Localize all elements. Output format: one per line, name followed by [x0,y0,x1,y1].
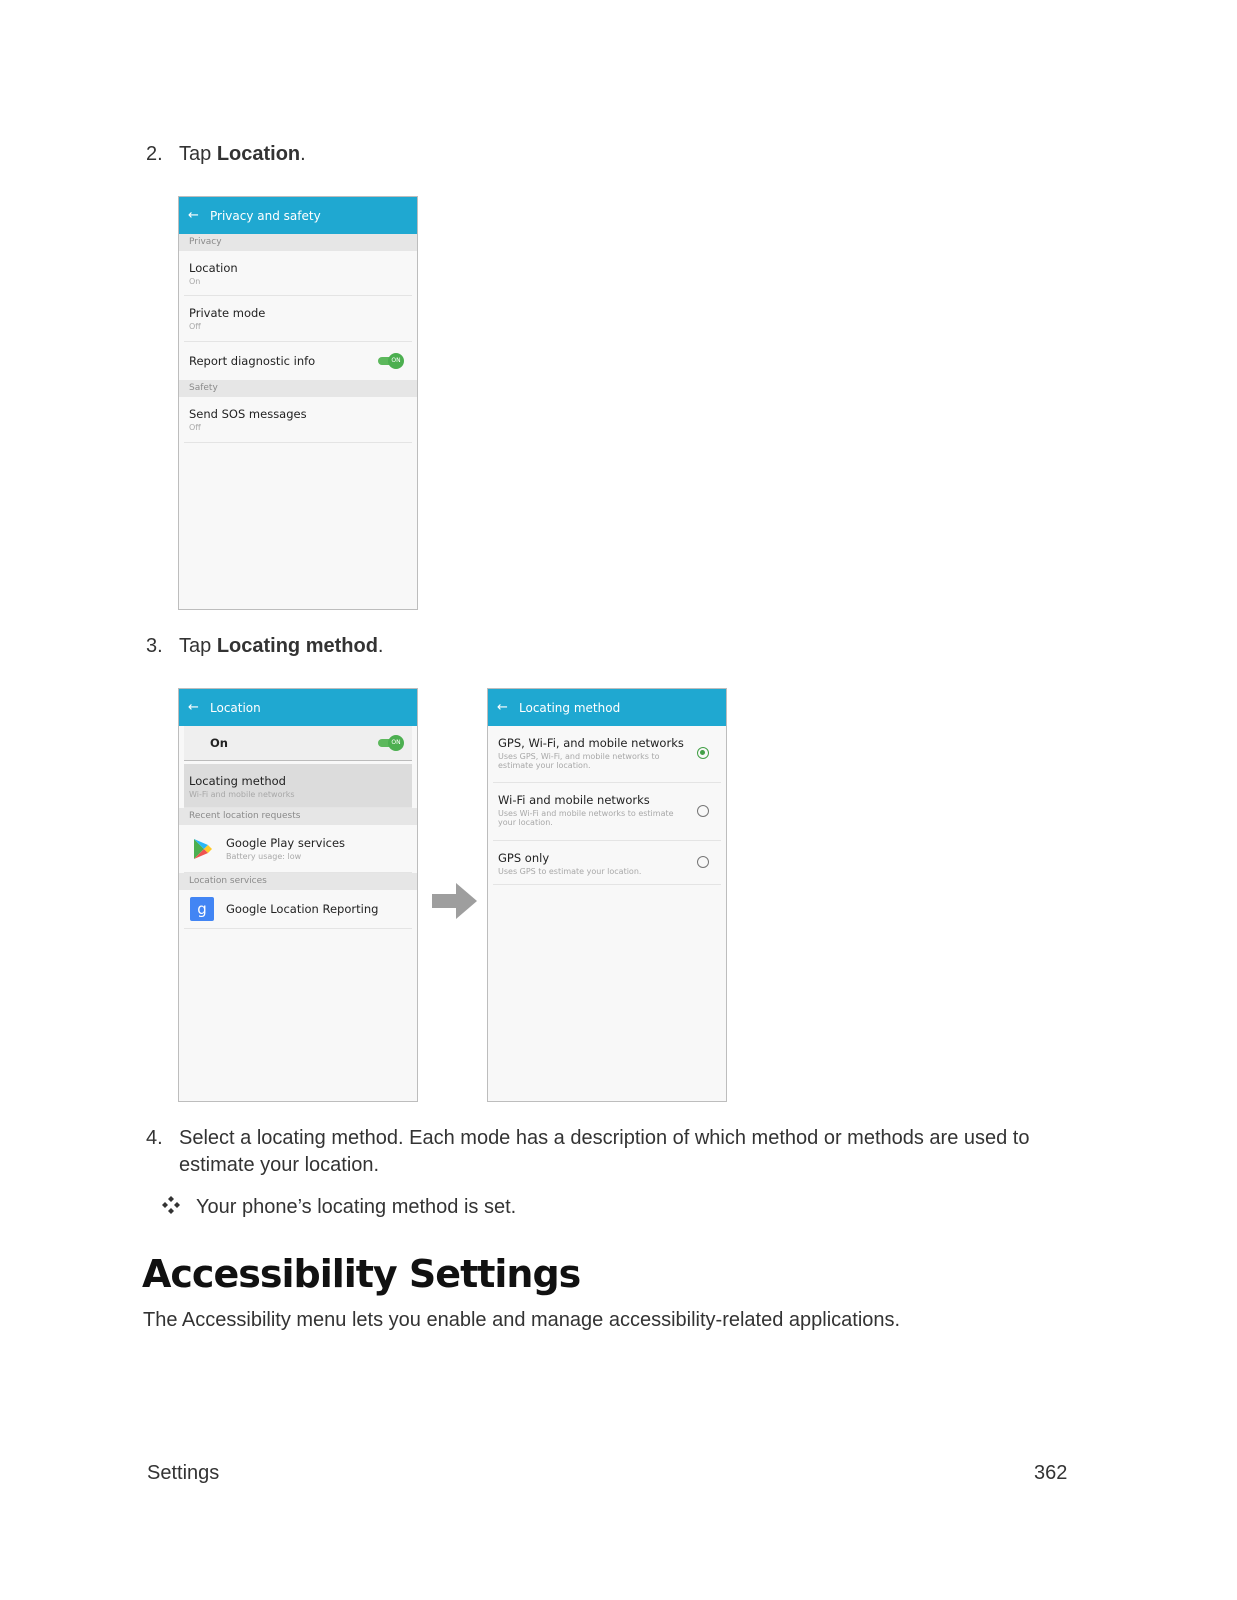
screen-title: Location [210,700,261,715]
app-bar [488,689,726,726]
private-mode-item[interactable] [184,296,412,342]
right-arrow-icon [430,881,480,921]
option-description: Uses GPS to estimate your location. [498,867,642,876]
step-bold: Location [216,143,301,165]
radio-button[interactable] [697,856,709,868]
screen-title: Privacy and safety [210,208,321,223]
section-heading: Accessibility Settings [142,1252,581,1296]
section-header-safety: Safety [179,380,417,397]
location-master-switch[interactable] [184,726,412,761]
master-label: On [210,736,228,750]
item-subtitle: Wi-Fi and mobile networks [189,790,295,799]
step-number: 2. [146,143,163,165]
footer-section-name: Settings [147,1462,220,1484]
item-title: Locating method [189,774,286,788]
step-number: 3. [146,635,163,657]
option-description: Uses GPS, Wi-Fi, and mobile networks to estimate your location. [498,752,660,770]
result-text: Your phone’s locating method is set. [196,1196,517,1218]
step-3 [146,633,383,660]
item-subtitle: Battery usage: low [226,852,302,861]
send-sos-item[interactable] [184,397,412,443]
google-settings-icon: g [190,897,214,921]
section-paragraph: The Accessibility menu lets you enable and manage accessibility-related applications. [143,1309,901,1331]
google-play-services-item[interactable] [184,825,412,873]
item-subtitle: On [189,277,201,286]
option-title: GPS, Wi-Fi, and mobile networks [498,736,684,750]
item-subtitle: Off [189,423,201,432]
section-header-services: Location services [179,873,417,890]
item-title: Google Location Reporting [226,902,379,916]
toggle-switch[interactable] [378,735,404,751]
item-title: Report diagnostic info [189,354,316,368]
google-play-icon [190,837,214,861]
option-gps-wifi-mobile[interactable] [493,726,721,783]
diamond-bullet-icon [160,1194,182,1216]
toggle-knob: ON [388,735,404,751]
step-suffix: . [300,143,306,165]
report-diagnostic-item[interactable] [184,342,412,380]
locating-method-screenshot [487,688,727,1102]
back-arrow-icon[interactable]: ← [188,700,199,715]
location-item[interactable] [184,251,412,296]
option-description: Uses Wi-Fi and mobile networks to estimate your location. [498,809,674,827]
step-2 [146,141,306,168]
back-arrow-icon[interactable]: ← [497,700,508,715]
option-title: GPS only [498,851,550,865]
step-suffix: . [377,635,384,657]
toggle-knob: ON [388,353,404,369]
step-bold: Locating method [216,635,378,657]
step-prefix: Tap [179,143,217,165]
google-location-reporting-item[interactable] [184,890,412,929]
item-title: Private mode [189,306,266,320]
radio-button-selected[interactable] [697,747,709,759]
step-prefix: Tap [179,635,217,657]
section-header-privacy: Privacy [179,234,417,251]
screen-title: Locating method [519,700,621,715]
radio-button[interactable] [697,805,709,817]
step-4-number [146,1125,179,1152]
item-title: Google Play services [226,836,346,850]
app-bar [179,689,417,726]
step-number: 4. [146,1127,163,1149]
step-4-text: Select a locating method. Each mode has a description of which method or methods are used to estimate your location. [179,1127,1030,1176]
option-gps-only[interactable] [493,841,721,885]
privacy-safety-screenshot [178,196,418,610]
option-title: Wi-Fi and mobile networks [498,793,650,807]
item-title: Location [189,261,238,275]
section-header-recent: Recent location requests [179,808,417,825]
option-wifi-mobile[interactable] [493,783,721,841]
back-arrow-icon[interactable]: ← [188,208,199,223]
app-bar [179,197,417,234]
item-title: Send SOS messages [189,407,307,421]
toggle-switch[interactable] [378,353,404,369]
location-screenshot [178,688,418,1102]
locating-method-item[interactable] [184,764,412,808]
item-subtitle: Off [189,322,201,331]
page-number: 362 [1034,1462,1068,1484]
